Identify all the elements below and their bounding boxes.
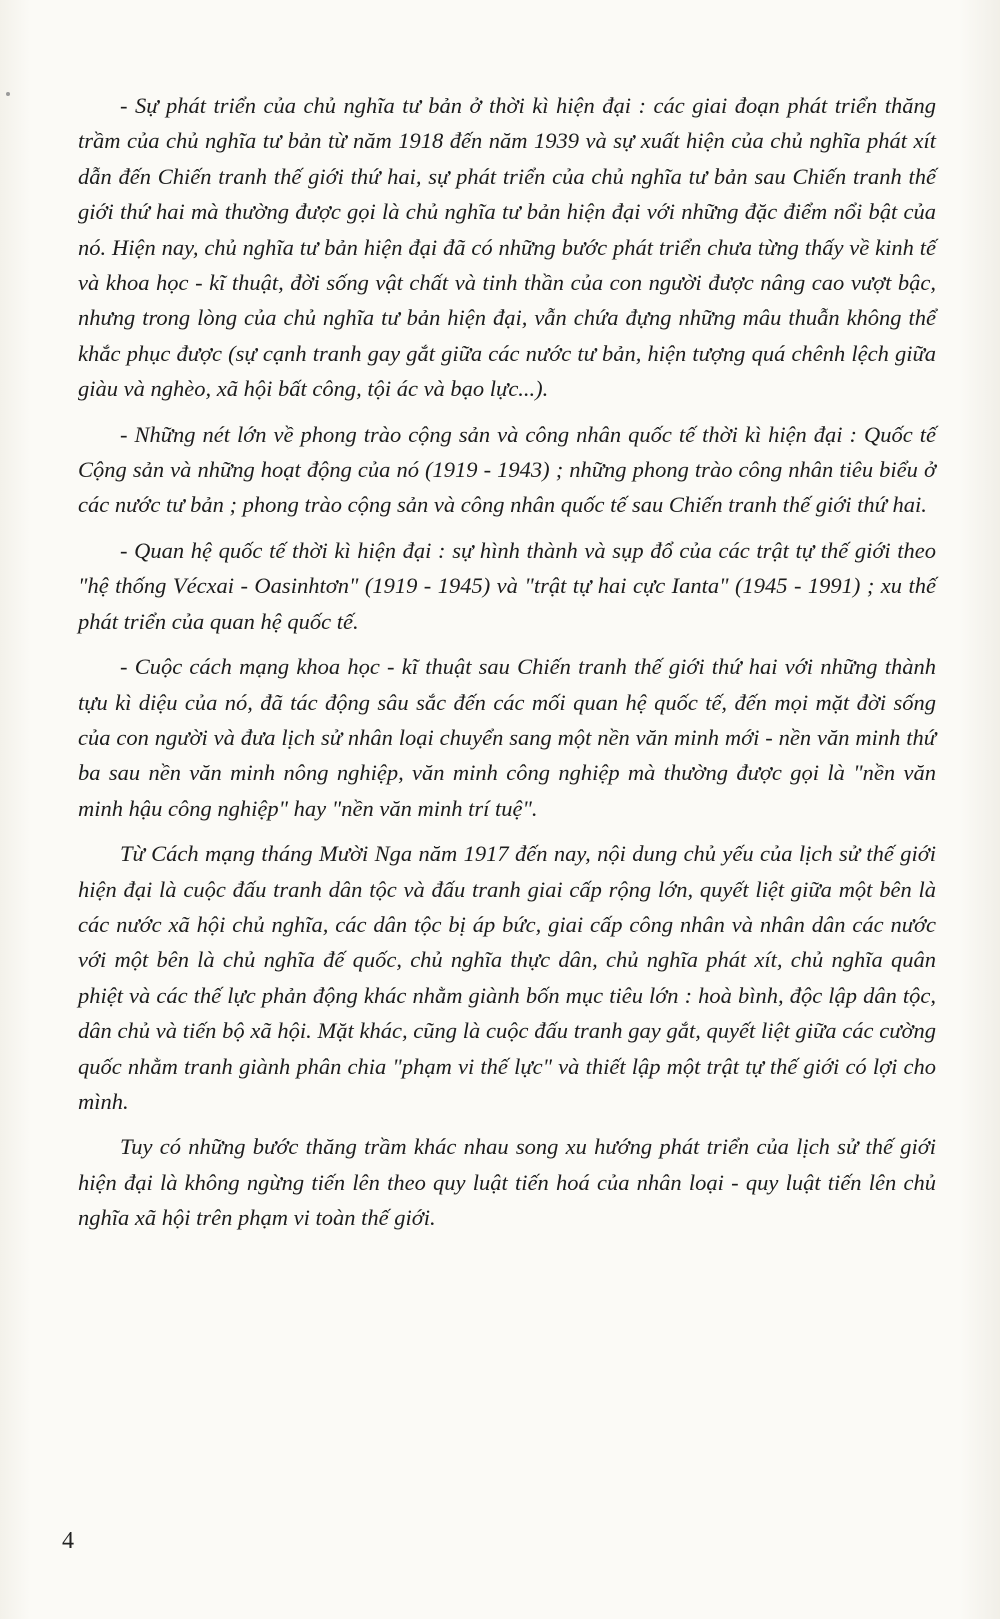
paragraph-capitalism: - Sự phát triển của chủ nghĩa tư bản ở thời kì hiện đại : các giai đoạn phát triển thăng trầm của chủ nghĩa tư bản từ năm 1918 đến năm 1939 và sự xuất hiện của chủ nghĩa phát xít dẫn đến Chiến tranh thế giới thứ hai, sự phát triển của chủ nghĩa tư bản sau Chiến tranh thế giới thứ hai mà thường được gọi là chủ nghĩa tư bản hiện đại với những đặc điểm nổi bật của nó. Hiện nay, chủ nghĩa tư bản hiện đại đã có những bước phát triển chưa từng thấy về kinh tế và khoa học - kĩ thuật, đời sống vật chất và tinh thần của con người được nâng cao vượt bậc, nhưng trong lòng của chủ nghĩa tư bản hiện đại, vẫn chứa đựng những mâu thuẫn không thể khắc phục được (sự cạnh tranh gay gắt giữa các nước tư bản, hiện tượng quá chênh lệch giữa giàu và nghèo, xã hội bất công, tội ác và bạo lực...). [78, 93, 936, 402]
paragraph-development-trend: Tuy có những bước thăng trầm khác nhau song xu hướng phát triển của lịch sử thế giới hiện đại là không ngừng tiến lên theo quy luật tiến hoá của nhân loại - quy luật tiến lên chủ nghĩa xã hội trên phạm vi toàn thế giới. [78, 1134, 936, 1231]
paragraph-science-revolution: - Cuộc cách mạng khoa học - kĩ thuật sau Chiến tranh thế giới thứ hai với những thành tựu kì diệu của nó, đã tác động sâu sắc đến các mối quan hệ quốc tế, đến mọi mặt đời sống của con người và đưa lịch sử nhân loại chuyển sang một nền văn minh mới - nền văn minh thứ ba sau nền văn minh nông nghiệp, văn minh công nghiệp mà thường được gọi là "nền văn minh hậu công nghiệp" hay "nền văn minh trí tuệ". [78, 654, 936, 821]
paragraph-international-relations: - Quan hệ quốc tế thời kì hiện đại : sự hình thành và sụp đổ của các trật tự thế giới theo "hệ thống Vécxai - Oasinhtơn" (1919 - 1945) và "trật tự hai cực Ianta" (1945 - 1991) ; xu thế phát triển của quan hệ quốc tế. [78, 537, 936, 634]
paragraph-communist-movement: - Những nét lớn về phong trào cộng sản và công nhân quốc tế thời kì hiện đại : Quốc tế Cộng sản và những hoạt động của nó (1919 - 1943) ; những phong trào công nhân tiêu biểu ở các nước tư bản ; phong trào cộng sản và công nhân quốc tế sau Chiến tranh thế giới thứ hai. [78, 421, 936, 518]
paragraph-october-revolution: Từ Cách mạng tháng Mười Nga năm 1917 đến nay, nội dung chủ yếu của lịch sử thế giới hiện đại là cuộc đấu tranh dân tộc và đấu tranh giai cấp rộng lớn, quyết liệt giữa một bên là các nước xã hội chủ nghĩa, các dân tộc bị áp bức, giai cấp công nhân và nhân dân các nước với một bên là chủ nghĩa đế quốc, chủ nghĩa thực dân, chủ nghĩa phát xít, chủ nghĩa quân phiệt và các thế lực phản động khác nhằm giành bốn mục tiêu lớn : hoà bình, độc lập dân tộc, dân chủ và tiến bộ xã hội. Mặt khác, cũng là cuộc đấu tranh gay gắt, quyết liệt giữa các cường quốc nhằm tranh giành phân chia "phạm vi thế lực" và thiết lập một trật tự thế giới có lợi cho mình. [78, 841, 936, 1114]
paper-speck [6, 92, 10, 96]
body-text [78, 88, 936, 1236]
page-number: 4 [62, 1528, 74, 1554]
